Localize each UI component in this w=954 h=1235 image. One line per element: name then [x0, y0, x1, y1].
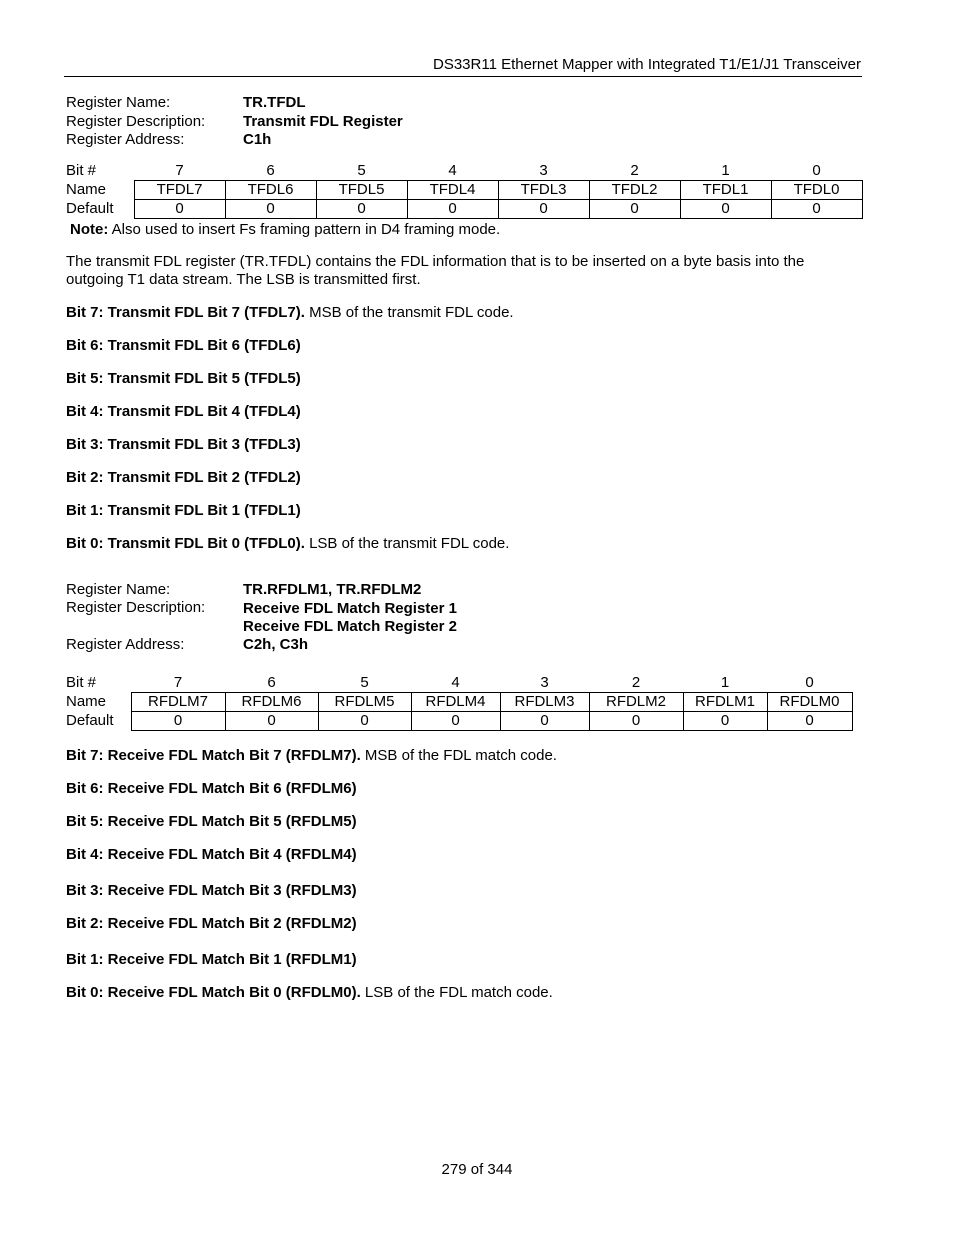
bit-number-label: Bit #: [66, 674, 97, 692]
bit-number-label: Bit #: [66, 162, 97, 180]
bit-description: [66, 436, 301, 453]
bit-default-cell: 0: [767, 712, 852, 731]
bit-number: 4: [448, 162, 457, 179]
bit-name-cell: RFDLM6: [225, 693, 318, 712]
bit-number: 0: [812, 162, 821, 179]
bit-default-cell: 0: [225, 200, 316, 219]
bit-name-cell: RFDLM3: [500, 693, 589, 712]
bit-default-cell: 0: [316, 200, 407, 219]
register-name-label: Register Name:: [66, 94, 171, 111]
bit-description-title: Bit 5: Receive FDL Match Bit 5 (RFDLM5): [66, 813, 357, 830]
bit-description-title: Bit 6: Transmit FDL Bit 6 (TFDL6): [66, 337, 301, 354]
register-address-label: Register Address:: [66, 131, 185, 148]
bit-name-cell: RFDLM5: [318, 693, 411, 712]
bit-description: [66, 915, 357, 932]
register-name-value: TR.RFDLM1, TR.RFDLM2: [243, 581, 422, 598]
register-description-value: Receive FDL Match Register 2: [243, 618, 457, 635]
bit-default-cell: 0: [134, 200, 225, 219]
bit-name-cell: TFDL3: [498, 181, 589, 200]
register-description-label: Register Description:: [66, 113, 206, 130]
bit-number: 1: [720, 674, 730, 691]
bit-description-title: Bit 6: Receive FDL Match Bit 6 (RFDLM6): [66, 780, 357, 797]
bit-default-cell: 0: [498, 200, 589, 219]
bit-description-title: Bit 4: Receive FDL Match Bit 4 (RFDLM4): [66, 846, 357, 863]
bit-description-title: Bit 7: Transmit FDL Bit 7 (TFDL7).: [66, 304, 305, 321]
bit-description-text: LSB of the FDL match code.: [360, 984, 553, 1001]
bit-description: [66, 502, 301, 519]
bit-description: [66, 403, 301, 420]
bit-default-cell: 0: [131, 712, 225, 731]
bit-default-cell: 0: [589, 712, 683, 731]
bit-description-title: Bit 3: Receive FDL Match Bit 3 (RFDLM3): [66, 882, 357, 899]
bit-name-cell: RFDLM4: [411, 693, 500, 712]
page-number: 279 of 344: [441, 1161, 513, 1178]
bit-description-text: MSB of the transmit FDL code.: [304, 304, 514, 321]
bit-number: 6: [267, 674, 276, 691]
register-description-value: Receive FDL Match Register 1: [243, 600, 457, 617]
bit-description-title: Bit 2: Receive FDL Match Bit 2 (RFDLM2): [66, 915, 357, 932]
register-address-value: C2h, C3h: [243, 636, 309, 653]
bit-name-cell: RFDLM0: [767, 693, 852, 712]
bit-description: [66, 984, 553, 1001]
bit-default-row: [65, 200, 862, 219]
note-label: Note:: [70, 221, 109, 238]
bit-number-row: [65, 162, 862, 181]
bit-description-text: LSB of the transmit FDL code.: [304, 535, 510, 552]
bit-description: [66, 535, 509, 552]
bit-description-title: Bit 0: Transmit FDL Bit 0 (TFDL0).: [66, 535, 305, 552]
bit-number: 0: [805, 674, 814, 691]
bit-number: 6: [266, 162, 275, 179]
bit-description-title: Bit 4: Transmit FDL Bit 4 (TFDL4): [66, 403, 301, 420]
register-description-value: Transmit FDL Register: [243, 113, 403, 130]
bit-description: [66, 780, 357, 797]
bit-number-row: [65, 674, 852, 693]
bit-default-cell: 0: [407, 200, 498, 219]
bit-description: [66, 469, 301, 486]
bit-name-cell: TFDL1: [680, 181, 771, 200]
register-name-label: Register Name:: [66, 581, 171, 598]
bit-default-cell: 0: [318, 712, 411, 731]
bit-name-cell: TFDL4: [407, 181, 498, 200]
register-note: [70, 221, 500, 238]
register-description-label: Register Description:: [66, 599, 206, 616]
bit-default-cell: 0: [411, 712, 500, 731]
bit-description-title: Bit 1: Receive FDL Match Bit 1 (RFDLM1): [66, 951, 357, 968]
header-rule: [64, 76, 862, 77]
page-header-title: DS33R11 Ethernet Mapper with Integrated T1/E1/J1 Transceiver: [432, 56, 861, 73]
bit-name-cell: RFDLM7: [131, 693, 225, 712]
bit-name-cell: TFDL6: [225, 181, 316, 200]
note-text: Also used to insert Fs framing pattern in D4 framing mode.: [108, 221, 501, 238]
bit-default-label: Default: [66, 200, 114, 217]
register-address-label: Register Address:: [66, 636, 185, 653]
bit-default-row: [65, 712, 852, 731]
bit-number: 5: [360, 674, 369, 691]
bit-default-cell: 0: [680, 200, 771, 219]
bit-description-title: Bit 3: Transmit FDL Bit 3 (TFDL3): [66, 436, 301, 453]
bit-name-cell: TFDL7: [134, 181, 225, 200]
bit-number: 5: [357, 162, 366, 179]
bit-description-title: Bit 0: Receive FDL Match Bit 0 (RFDLM0).: [66, 984, 361, 1001]
bit-name-cell: TFDL5: [316, 181, 407, 200]
bit-default-cell: 0: [589, 200, 680, 219]
bit-number: 3: [540, 674, 549, 691]
bit-description: [66, 747, 557, 764]
bit-name-cell: TFDL0: [771, 181, 862, 200]
register-bit-table: [65, 674, 853, 731]
register-name-value: TR.TFDL: [243, 94, 306, 111]
bit-default-cell: 0: [225, 712, 318, 731]
bit-description-title: Bit 1: Transmit FDL Bit 1 (TFDL1): [66, 502, 301, 519]
bit-number: 1: [721, 162, 730, 179]
bit-number: 4: [451, 674, 460, 691]
bit-description: [66, 337, 301, 354]
bit-name-row: [65, 693, 852, 712]
bit-description-title: Bit 7: Receive FDL Match Bit 7 (RFDLM7).: [66, 747, 361, 764]
bit-number: 2: [631, 674, 641, 691]
bit-description: [66, 370, 301, 387]
bit-default-cell: 0: [683, 712, 767, 731]
bit-description: [66, 882, 357, 899]
bit-description: [66, 846, 357, 863]
register-bit-table: [65, 162, 863, 219]
bit-number: 3: [539, 162, 548, 179]
bit-name-cell: RFDLM2: [589, 693, 683, 712]
bit-name-label: Name: [66, 181, 107, 198]
bit-name-row: [65, 181, 862, 200]
bit-name-cell: TFDL2: [589, 181, 680, 200]
bit-description: [66, 951, 357, 968]
bit-description: [66, 304, 514, 321]
register-description-paragraph: The transmit FDL register (TR.TFDL) contains the FDL information that is to be inserted on a byte basis into the outgoing T1 data stream. The LSB is transmitted first.: [66, 253, 805, 288]
bit-name-cell: RFDLM1: [683, 693, 767, 712]
bit-number: 7: [175, 162, 184, 179]
bit-number: 2: [630, 162, 639, 179]
bit-description: [66, 813, 357, 830]
bit-description-title: Bit 2: Transmit FDL Bit 2 (TFDL2): [66, 469, 301, 486]
register-address-value: C1h: [243, 131, 272, 148]
bit-default-label: Default: [66, 712, 114, 729]
bit-description-text: MSB of the FDL match code.: [360, 747, 557, 764]
bit-description-title: Bit 5: Transmit FDL Bit 5 (TFDL5): [66, 370, 301, 387]
bit-default-cell: 0: [771, 200, 862, 219]
bit-default-cell: 0: [500, 712, 589, 731]
bit-number: 7: [173, 674, 183, 691]
bit-name-label: Name: [66, 693, 107, 710]
